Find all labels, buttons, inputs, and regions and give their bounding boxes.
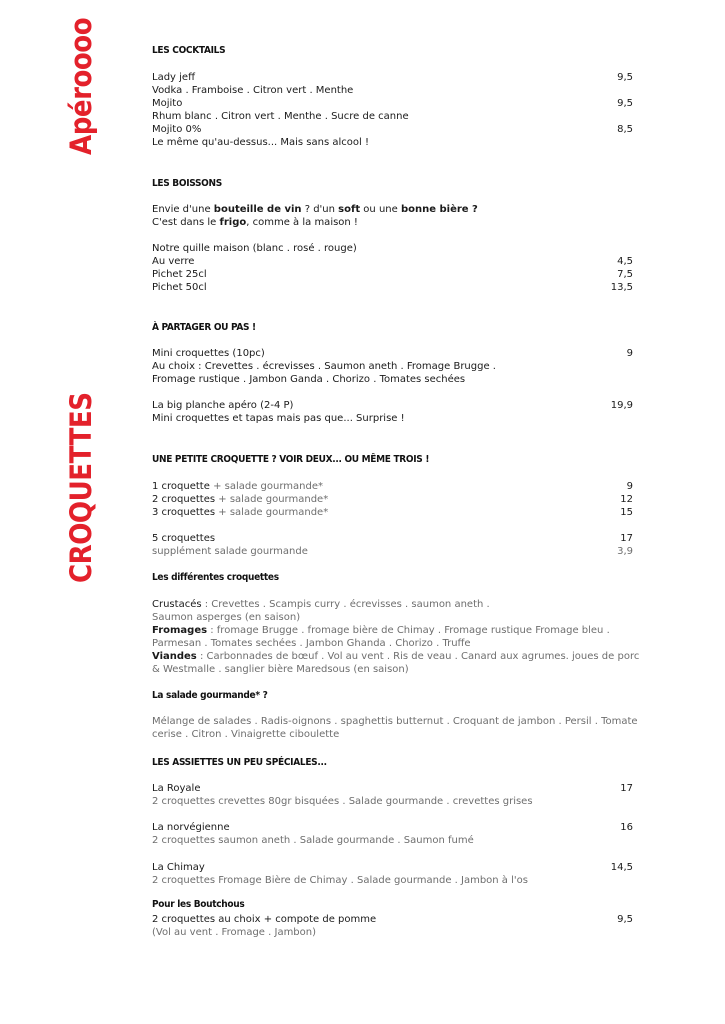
cocktails-heading: LES COCKTAILS bbox=[152, 45, 226, 56]
cocktail-name: Lady jeff bbox=[152, 72, 195, 83]
supplement-salade-price: 3,9 bbox=[617, 546, 633, 557]
cocktail-price: 9,5 bbox=[617, 98, 633, 109]
assiettes-heading: LES ASSIETTES UN PEU SPÉCIALES... bbox=[152, 757, 327, 768]
boutchous-desc: (Vol au vent . Fromage . Jambon) bbox=[152, 927, 317, 938]
cocktail-price: 9,5 bbox=[617, 72, 633, 83]
croquette-count: 2 croquettes + salade gourmande* bbox=[152, 494, 329, 505]
salade-heading: La salade gourmande* ? bbox=[152, 690, 268, 701]
partager-heading: À PARTAGER OU PAS ! bbox=[152, 322, 256, 333]
mini-croquettes-price: 9 bbox=[626, 348, 633, 359]
fromages-line: Parmesan . Tomates sechées . Jambon Ghanda . Chorizo . Truffe bbox=[152, 638, 471, 649]
salade-desc: cerise . Citron . Vinaigrette ciboulette bbox=[152, 729, 340, 740]
boisson-price: 7,5 bbox=[617, 269, 633, 280]
crustaces-line: Crustacés : Crevettes . Scampis curry . écrevisses . saumon aneth . bbox=[152, 599, 490, 610]
boisson-name: Pichet 25cl bbox=[152, 269, 207, 280]
petite-croquette-heading: UNE PETITE CROQUETTE ? VOIR DEUX... OU MÊME TROIS ! bbox=[152, 454, 430, 465]
boisson-name: Au verre bbox=[152, 256, 195, 267]
boisson-price: 4,5 bbox=[617, 256, 633, 267]
viandes-line: & Westmalle . sanglier bière Maredsous (en saison) bbox=[152, 664, 409, 675]
croquette-count: 3 croquettes + salade gourmande* bbox=[152, 507, 329, 518]
assiette-name: La Chimay bbox=[152, 862, 205, 873]
viandes-line: Viandes : Carbonnades de bœuf . Vol au vent . Ris de veau . Canard aux agrumes. joues de porc bbox=[152, 651, 640, 662]
assiette-price: 17 bbox=[620, 783, 633, 794]
mini-croquettes-desc: Au choix : Crevettes . écrevisses . Saumon aneth . Fromage Brugge . bbox=[152, 361, 496, 372]
croquette-price: 9 bbox=[626, 481, 633, 492]
assiette-desc: 2 croquettes Fromage Bière de Chimay . Salade gourmande . Jambon à l'os bbox=[152, 875, 528, 886]
assiette-name: La norvégienne bbox=[152, 822, 230, 833]
cocktail-desc: Vodka . Framboise . Citron vert . Menthe bbox=[152, 85, 354, 96]
croquette-count: 1 croquette + salade gourmande* bbox=[152, 481, 323, 492]
boutchous-price: 9,5 bbox=[617, 914, 633, 925]
mini-croquettes-desc: Fromage rustique . Jambon Ganda . Chorizo . Tomates sechées bbox=[152, 374, 466, 385]
planche-price: 19,9 bbox=[610, 400, 633, 411]
planche-desc: Mini croquettes et tapas mais pas que... Surprise ! bbox=[152, 413, 405, 424]
cocktail-desc: Rhum blanc . Citron vert . Menthe . Sucre de canne bbox=[152, 111, 409, 122]
croquette-price: 15 bbox=[620, 507, 633, 518]
quille-maison: Notre quille maison (blanc . rosé . rouge) bbox=[152, 243, 357, 254]
assiette-name: La Royale bbox=[152, 783, 201, 794]
salade-desc: Mélange de salades . Radis-oignons . spaghettis butternut . Croquant de jambon . Persil . Tomate bbox=[152, 716, 638, 727]
cocktail-name: Mojito bbox=[152, 98, 183, 109]
boissons-heading: LES BOISSONS bbox=[152, 178, 222, 189]
boissons-intro-2: C'est dans le frigo, comme à la maison ! bbox=[152, 217, 358, 228]
croquette-price: 12 bbox=[620, 494, 633, 505]
assiette-price: 16 bbox=[620, 822, 633, 833]
crustaces-line: Saumon asperges (en saison) bbox=[152, 612, 301, 623]
boisson-name: Pichet 50cl bbox=[152, 282, 207, 293]
apero-side-title: Apéroooo bbox=[64, 17, 98, 155]
boutchous-name: 2 croquettes au choix + compote de pomme bbox=[152, 914, 377, 925]
cocktail-desc: Le même qu'au-dessus... Mais sans alcool ! bbox=[152, 137, 369, 148]
fromages-line: Fromages : fromage Brugge . fromage bière de Chimay . Fromage rustique Fromage bleu . bbox=[152, 625, 610, 636]
assiette-desc: 2 croquettes saumon aneth . Salade gourmande . Saumon fumé bbox=[152, 835, 474, 846]
five-croquettes-price: 17 bbox=[620, 533, 633, 544]
mini-croquettes-name: Mini croquettes (10pc) bbox=[152, 348, 265, 359]
assiette-price: 14,5 bbox=[610, 862, 633, 873]
assiette-desc: 2 croquettes crevettes 80gr bisquées . Salade gourmande . crevettes grises bbox=[152, 796, 533, 807]
differentes-heading: Les différentes croquettes bbox=[152, 572, 279, 583]
five-croquettes: 5 croquettes bbox=[152, 533, 216, 544]
planche-name: La big planche apéro (2-4 P) bbox=[152, 400, 294, 411]
boutchous-heading: Pour les Boutchous bbox=[152, 899, 245, 910]
boissons-intro-1: Envie d'une bouteille de vin ? d'un soft ou une bonne bière ? bbox=[152, 204, 478, 215]
supplement-salade: supplément salade gourmande bbox=[152, 546, 308, 557]
cocktail-name: Mojito 0% bbox=[152, 124, 202, 135]
cocktail-price: 8,5 bbox=[617, 124, 633, 135]
boisson-price: 13,5 bbox=[610, 282, 633, 293]
croquettes-side-title: CROQUETTES bbox=[64, 392, 98, 583]
